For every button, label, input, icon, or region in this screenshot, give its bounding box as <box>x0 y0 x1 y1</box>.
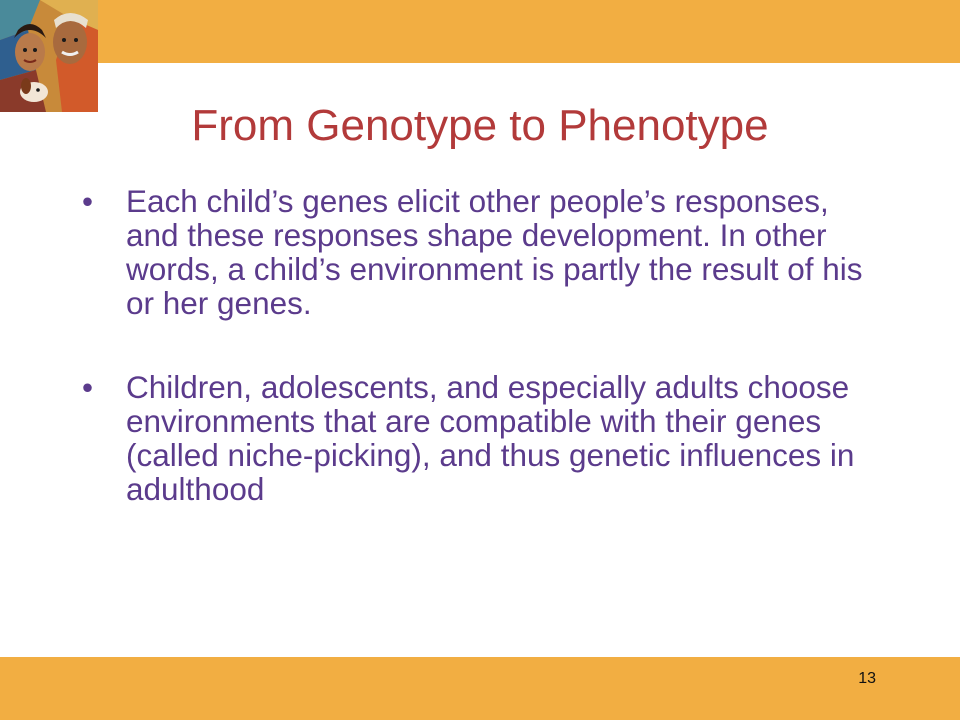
bullet-text: Each child’s genes elicit other people’s responses, and these responses shape development. In other words, a child’s environment is partly the result of his or her genes. <box>126 183 863 321</box>
bullet-dot-icon: • <box>82 183 94 219</box>
bullet-item <box>82 184 872 320</box>
bullet-list <box>82 184 872 506</box>
page-number: 13 <box>858 670 876 687</box>
bottom-banner <box>0 657 960 720</box>
slide-title: From Genotype to Phenotype <box>191 101 769 150</box>
illustration-family <box>0 0 98 112</box>
top-banner <box>0 0 960 63</box>
bullet-dot-icon: • <box>82 369 94 405</box>
bullet-text: Children, adolescents, and especially adults choose environments that are compatible with their genes (called niche-picking), and thus genetic influences in adulthood <box>126 369 855 507</box>
bullet-item <box>82 370 872 506</box>
